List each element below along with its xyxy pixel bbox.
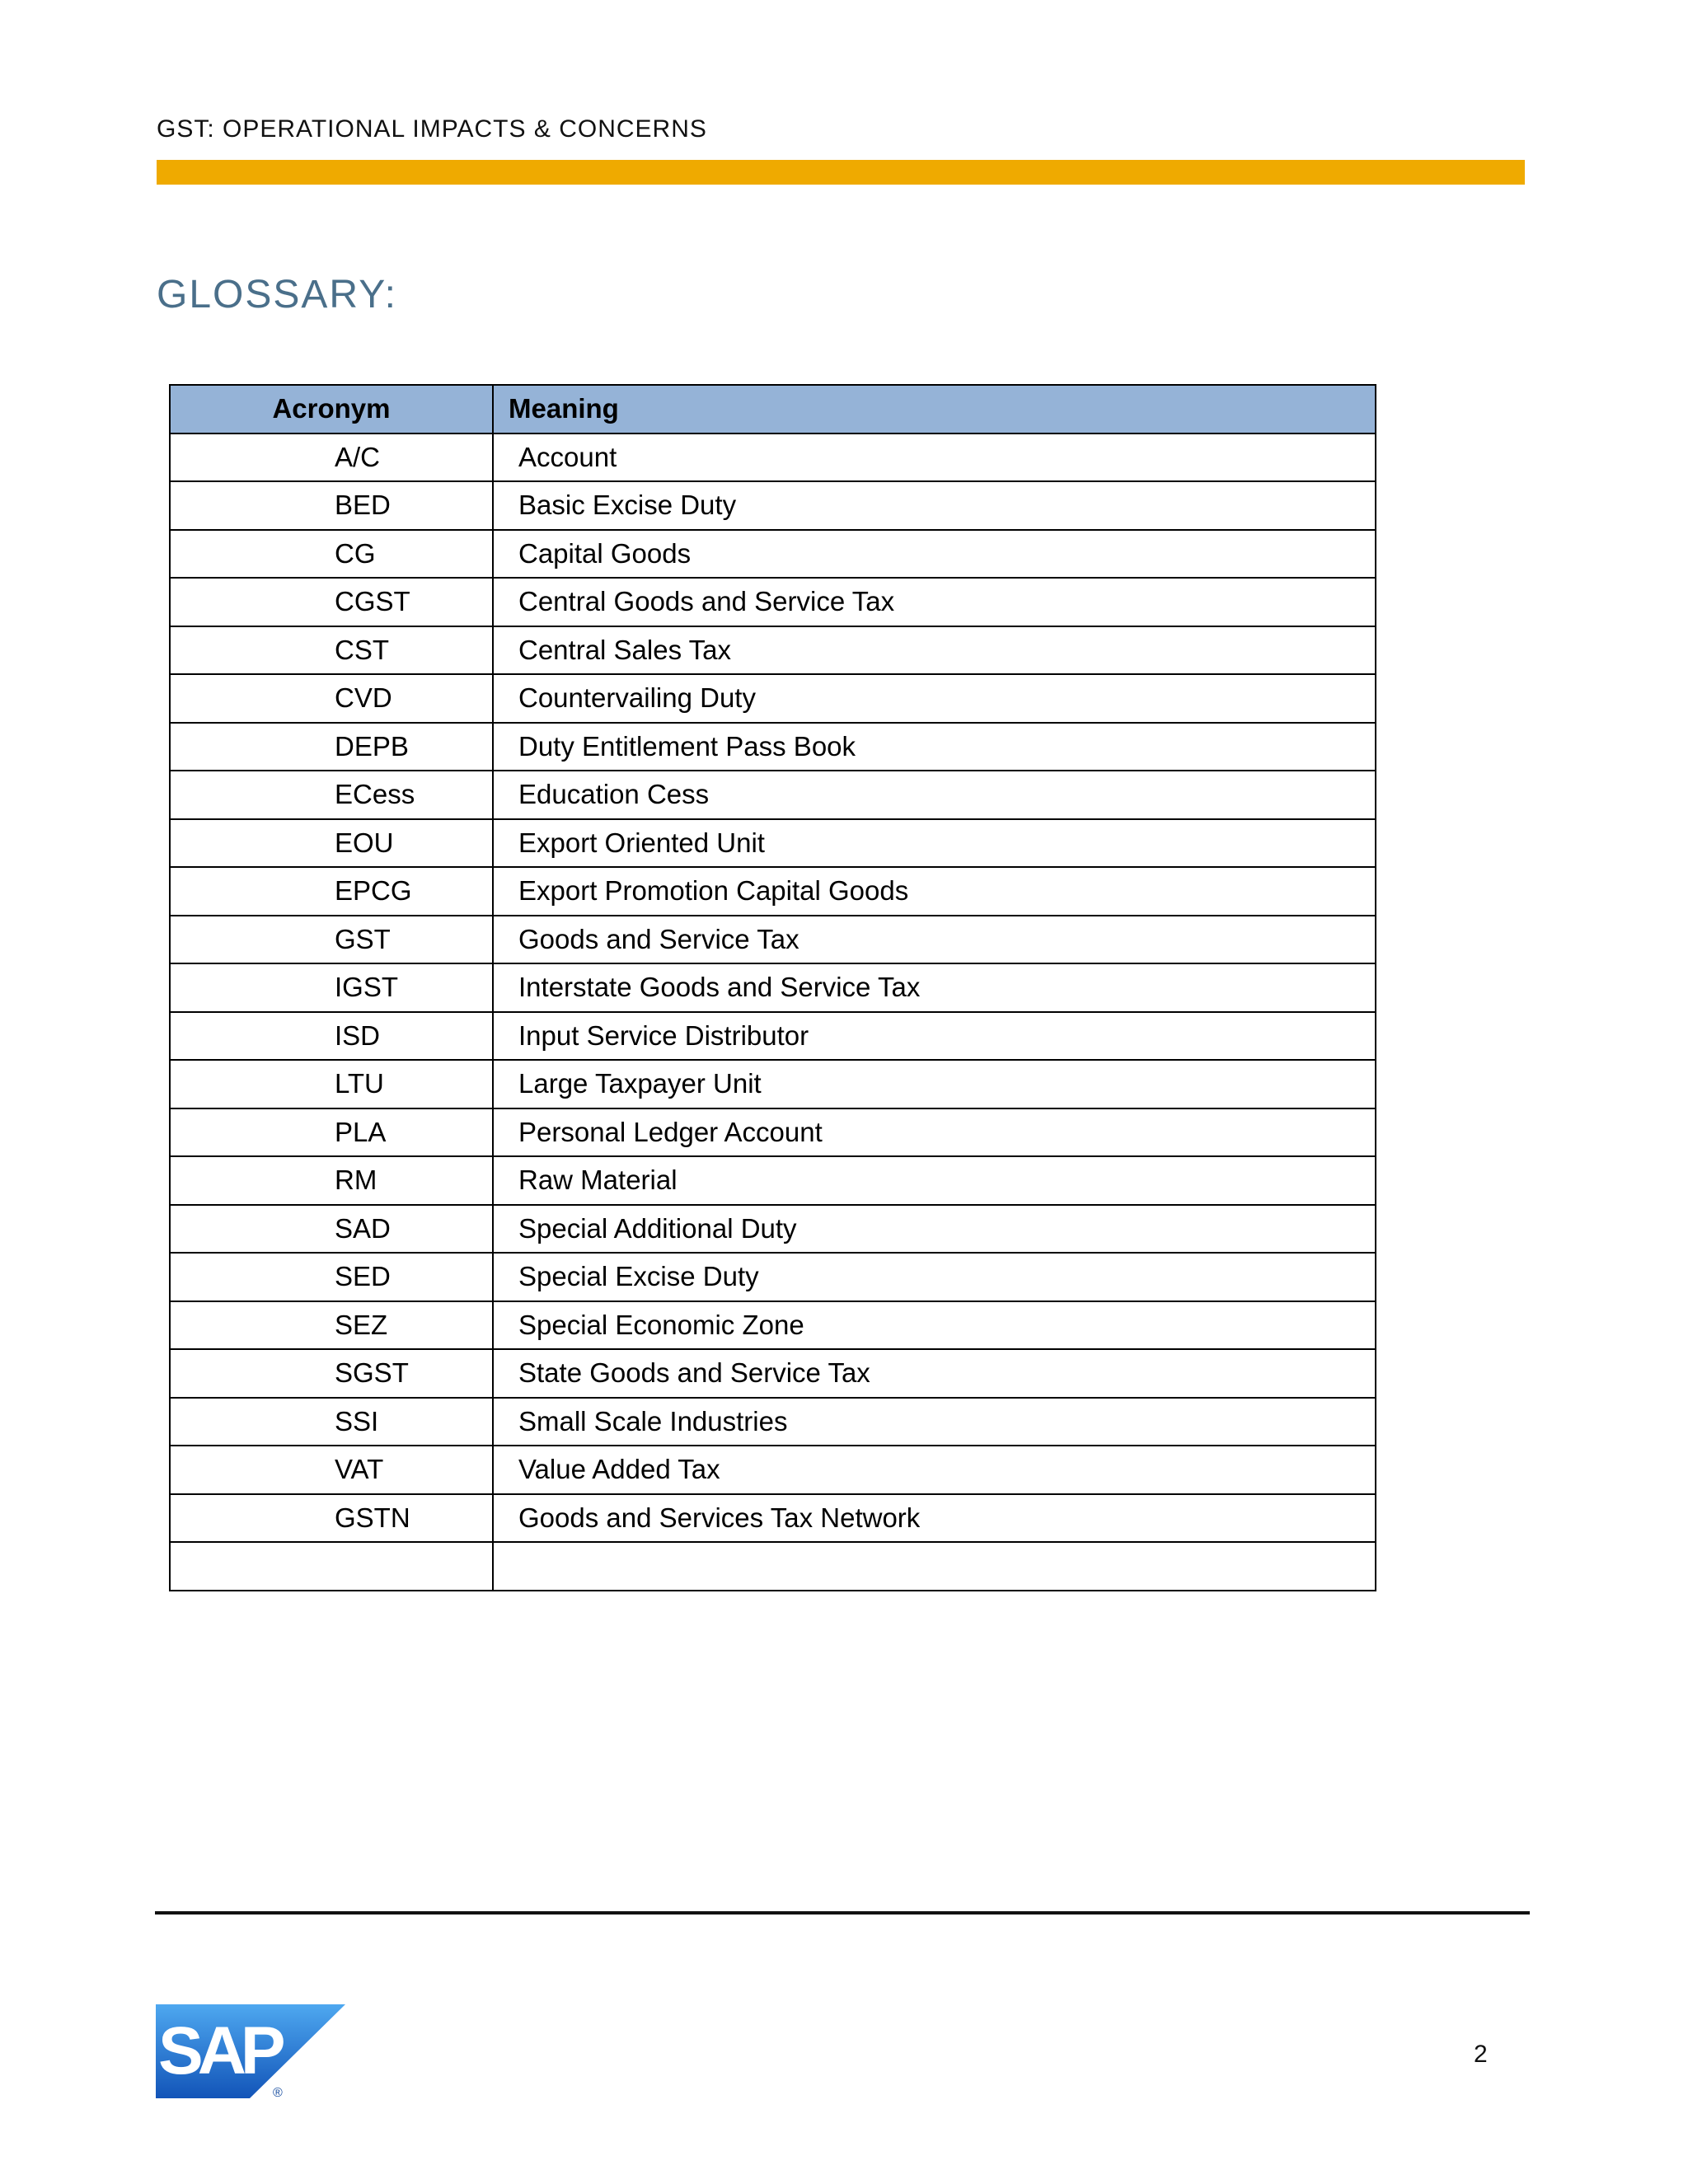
cell-meaning: Central Goods and Service Tax xyxy=(493,578,1376,626)
cell-acronym: ECess xyxy=(170,771,493,819)
table-row xyxy=(170,963,1376,1012)
cell-acronym: VAT xyxy=(170,1446,493,1494)
cell-acronym: SEZ xyxy=(170,1301,493,1350)
table-row xyxy=(170,771,1376,819)
cell-acronym: A/C xyxy=(170,434,493,482)
cell-meaning: Input Service Distributor xyxy=(493,1012,1376,1061)
cell-acronym xyxy=(170,1542,493,1591)
glossary-table-body xyxy=(170,434,1376,1591)
cell-acronym: SGST xyxy=(170,1349,493,1398)
table-row xyxy=(170,867,1376,916)
cell-acronym: EOU xyxy=(170,819,493,868)
cell-acronym: GSTN xyxy=(170,1494,493,1543)
table-row xyxy=(170,1542,1376,1591)
cell-meaning: State Goods and Service Tax xyxy=(493,1349,1376,1398)
sap-logo xyxy=(156,2004,345,2098)
cell-meaning: Special Economic Zone xyxy=(493,1301,1376,1350)
cell-acronym: SSI xyxy=(170,1398,493,1446)
cell-meaning: Capital Goods xyxy=(493,530,1376,579)
cell-meaning: Raw Material xyxy=(493,1156,1376,1205)
table-row xyxy=(170,819,1376,868)
cell-meaning: Basic Excise Duty xyxy=(493,481,1376,530)
table-row xyxy=(170,1446,1376,1494)
table-row xyxy=(170,1398,1376,1446)
cell-meaning: Goods and Services Tax Network xyxy=(493,1494,1376,1543)
cell-meaning: Value Added Tax xyxy=(493,1446,1376,1494)
table-row xyxy=(170,434,1376,482)
table-row xyxy=(170,481,1376,530)
table-row xyxy=(170,1205,1376,1254)
cell-acronym: GST xyxy=(170,916,493,964)
cell-meaning: Account xyxy=(493,434,1376,482)
cell-meaning: Central Sales Tax xyxy=(493,626,1376,675)
column-header-meaning: Meaning xyxy=(493,385,1376,434)
cell-acronym: LTU xyxy=(170,1060,493,1108)
cell-acronym: CVD xyxy=(170,674,493,723)
sap-logo-text: SAP xyxy=(158,2013,280,2088)
page-header-title: GST: OPERATIONAL IMPACTS & CONCERNS xyxy=(157,115,707,143)
cell-meaning: Interstate Goods and Service Tax xyxy=(493,963,1376,1012)
table-row xyxy=(170,530,1376,579)
cell-meaning: Countervailing Duty xyxy=(493,674,1376,723)
table-row xyxy=(170,1108,1376,1157)
footer-rule xyxy=(155,1911,1530,1915)
cell-acronym: RM xyxy=(170,1156,493,1205)
cell-meaning: Goods and Service Tax xyxy=(493,916,1376,964)
table-row xyxy=(170,1156,1376,1205)
cell-meaning: Duty Entitlement Pass Book xyxy=(493,723,1376,771)
table-row xyxy=(170,723,1376,771)
header-accent-bar xyxy=(157,160,1525,185)
table-row xyxy=(170,1349,1376,1398)
table-row xyxy=(170,626,1376,675)
registered-mark: ® xyxy=(273,2086,283,2098)
table-header-row xyxy=(170,385,1376,434)
cell-acronym: CGST xyxy=(170,578,493,626)
table-row xyxy=(170,1060,1376,1108)
table-row xyxy=(170,1253,1376,1301)
table-row xyxy=(170,1301,1376,1350)
cell-meaning: Personal Ledger Account xyxy=(493,1108,1376,1157)
glossary-table xyxy=(169,384,1376,1591)
table-row xyxy=(170,674,1376,723)
page-number: 2 xyxy=(1474,2041,1488,2068)
cell-meaning: Export Promotion Capital Goods xyxy=(493,867,1376,916)
table-row xyxy=(170,578,1376,626)
cell-acronym: CST xyxy=(170,626,493,675)
cell-acronym: IGST xyxy=(170,963,493,1012)
cell-acronym: CG xyxy=(170,530,493,579)
cell-acronym: EPCG xyxy=(170,867,493,916)
cell-meaning: Education Cess xyxy=(493,771,1376,819)
cell-acronym: DEPB xyxy=(170,723,493,771)
table-row xyxy=(170,1494,1376,1543)
table-row xyxy=(170,916,1376,964)
cell-meaning: Special Excise Duty xyxy=(493,1253,1376,1301)
cell-meaning: Large Taxpayer Unit xyxy=(493,1060,1376,1108)
column-header-acronym: Acronym xyxy=(170,385,493,434)
cell-acronym: SED xyxy=(170,1253,493,1301)
cell-meaning: Export Oriented Unit xyxy=(493,819,1376,868)
cell-meaning: Small Scale Industries xyxy=(493,1398,1376,1446)
cell-meaning xyxy=(493,1542,1376,1591)
cell-meaning: Special Additional Duty xyxy=(493,1205,1376,1254)
cell-acronym: PLA xyxy=(170,1108,493,1157)
cell-acronym: SAD xyxy=(170,1205,493,1254)
cell-acronym: ISD xyxy=(170,1012,493,1061)
table-row xyxy=(170,1012,1376,1061)
cell-acronym: BED xyxy=(170,481,493,530)
section-title: GLOSSARY: xyxy=(157,273,397,316)
